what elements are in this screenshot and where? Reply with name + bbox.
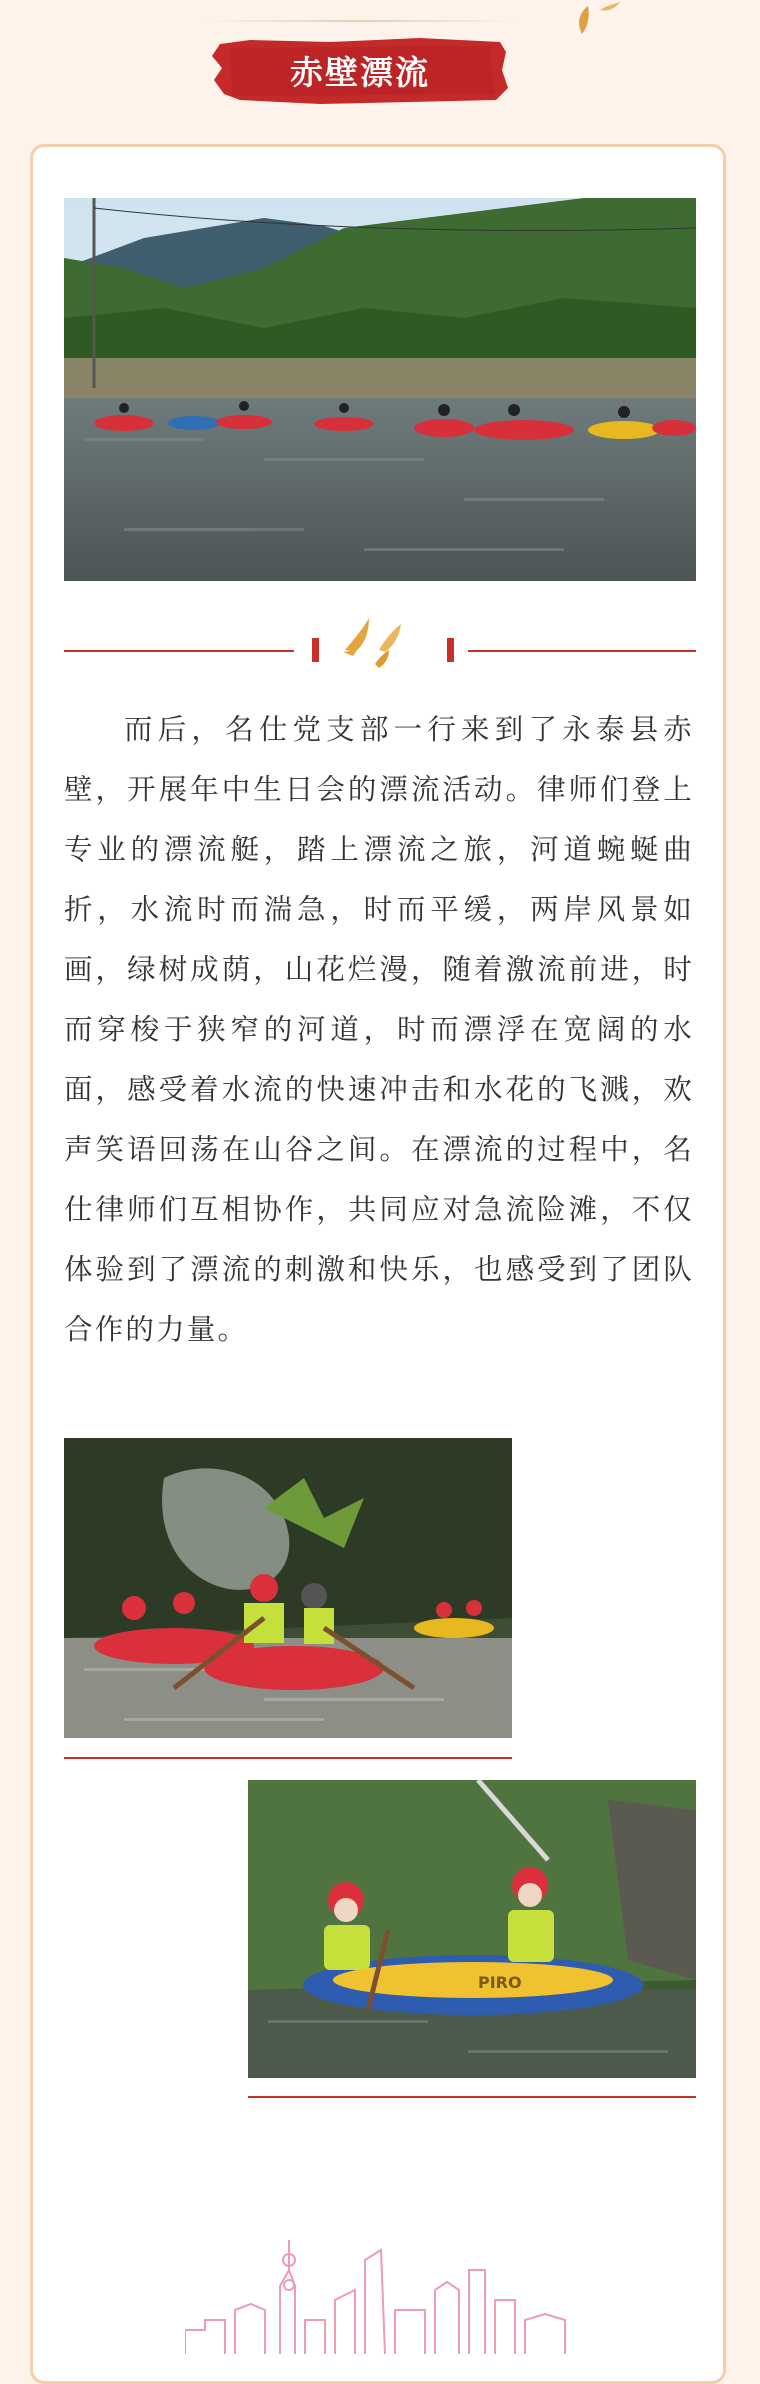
leaf-icon: [570, 0, 640, 40]
divider-line-left: [64, 650, 294, 652]
two-rafters-photo: [248, 1780, 696, 2078]
photo3-underline: [248, 2096, 696, 2098]
article-paragraph: 而后，名仕党支部一行来到了永泰县赤壁，开展年中生日会的漂流活动。律师们登上专业的漂流艇，踏上漂流之旅，河道蜿蜒曲折，水流时而湍急，时而平缓，两岸风景如画，绿树成荫，山花烂漫，随着激流前进，时而穿梭于狭窄的河道，时而漂浮在宽阔的水面，感受着水流的快速冲击和水花的飞溅，欢声笑语回荡在山谷之间。在漂流的过程中，名仕律师们互相协作，共同应对急流险滩，不仅体验到了漂流的刺激和快乐，也感受到了团队合作的力量。: [64, 713, 694, 1346]
bird-icon: [335, 610, 415, 676]
rafting-splash-photo: [64, 1438, 512, 1738]
section-title: 赤壁漂流: [290, 52, 430, 92]
divider-bar-right: [447, 638, 454, 662]
divider-line-right: [468, 650, 696, 652]
photo2-underline: [64, 1757, 512, 1759]
city-skyline-icon: [185, 2230, 575, 2354]
boat-brand-text: PIRO: [478, 1973, 522, 1992]
top-decorative-line: [205, 20, 515, 22]
rafting-river-panorama-photo: [64, 198, 696, 581]
divider-bar-left: [312, 638, 319, 662]
section-title-banner: [210, 30, 510, 110]
